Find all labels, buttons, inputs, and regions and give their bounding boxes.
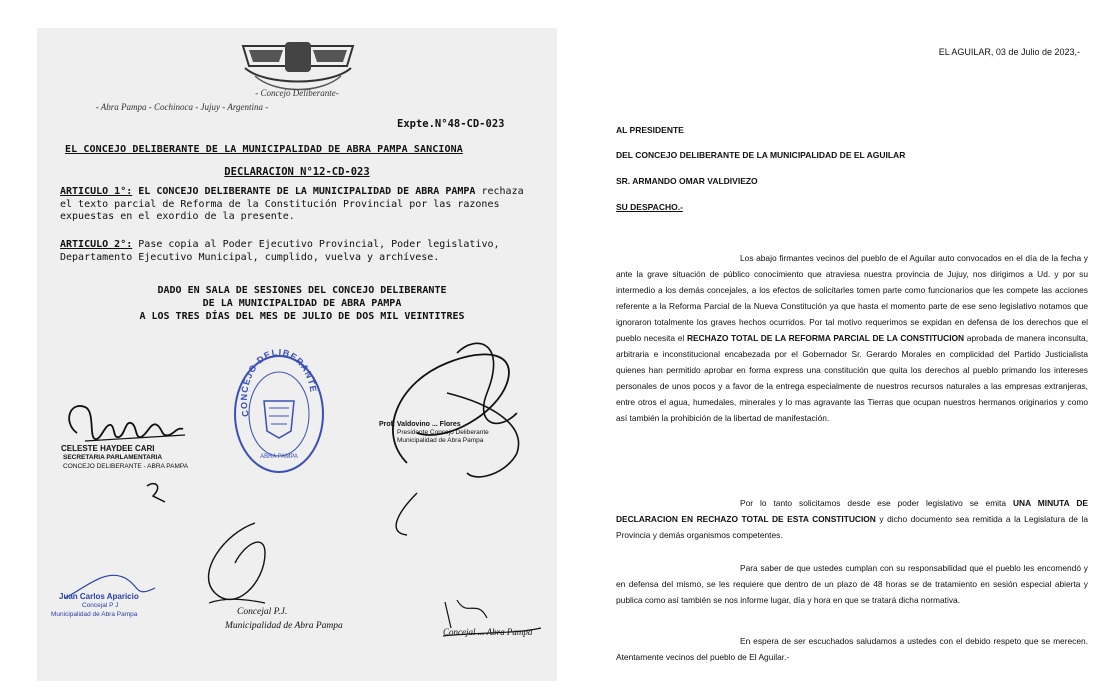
signature-4-scribble [185, 513, 355, 638]
signature-1-institution: CONCEJO DELIBERANTE - ABRA PAMPA [63, 463, 189, 470]
article-1-heading: ARTICULO 1°: [60, 186, 133, 197]
signature-3-role: Concejal P J [82, 602, 119, 609]
signature-3-institution: Municipalidad de Abra Pampa [51, 611, 138, 618]
letter-document [560, 0, 1100, 699]
article-1-bold-text: EL CONCEJO DELIBERANTE DE LA MUNICIPALIDAD DE ABRA PAMPA [138, 186, 476, 197]
initial-mark [141, 478, 171, 508]
svg-text:CONCEJO DELIBERANTE [239, 347, 319, 418]
given-line-2: DE LA MUNICIPALIDAD DE ABRA PAMPA [202, 298, 402, 309]
signature-4-handwritten-2: Municipalidad de Abra Pampa [225, 621, 343, 631]
paragraph-3-text: Para saber de que ustedes cumplan con su responsabilidad que el pueblo les encomendó y en defensa del mismo, se les requiere que dentro de un plazo de 48 horas se de tratamiento en sesión especial abierta y publica como así también se nos informe lugar, día y hora en que se tratará dicha normativa. [616, 563, 1088, 605]
signature-2-role: Presidente Concejo Deliberante [397, 429, 489, 436]
signature-1-name: CELESTE HAYDEE CARI [61, 444, 155, 453]
given-in-session [77, 284, 527, 323]
paragraph-1-text-a: Los abajo firmantes vecinos del pueblo de el Aguilar auto convocados en el día de la fecha y ante la grave situación de público conocimiento que atraviesa nuestra provincia de Jujuy, nos dirigimos a Ud. y por su intermedio a los demás concejales, a los efectos de solicitarles tomen parte como funcionarios que les compete las acciones referente a la Reforma Parcial de la Nueva Constitución ya que hasta el momento parte de ese seno legislativo notamos que ignoraron totalmente los graves hechos ocurridos. Por tal motivo requerimos se expidan en defensa de los derechos que el pueblo necesita el [616, 253, 1088, 343]
signature-5-scribble [437, 588, 547, 648]
letter-date: EL AGUILAR, 03 de Julio de 2023,- [938, 47, 1080, 57]
paragraph-2-text-b: y dicho documento sea remitida a la Legislatura de la Provincia y demás organismos competentes. [616, 514, 1089, 540]
official-stamp [229, 346, 329, 476]
signature-3-name: Juan Carlos Aparicio [59, 592, 139, 601]
paragraph-1-text-b: aprobada de manera inconsulta, arbitraria e inconstitucional encabezada por el Gobernador Sr. Gerardo Morales en complicidad del Partido Justicialista quienes han permitido aprobar en forma express una constitución que quita los derechos al pueblo primando los intereses personales de unos pocos y a favor de la entrega especialmente de nuestros recursos naturales a las empresas extranjeras, entre otros el agua, humedales, minerales y lo mas agravante las Tierras que ocupan nuestros hermanos originarios y como así también la prohibición de la libertad de manifestación. [616, 333, 1089, 423]
paragraph-2-text-a: Por lo tanto solicitamos desde ese poder legislativo se emita [740, 498, 1007, 508]
declaration-document [37, 28, 557, 681]
letter-paragraph-3 [616, 560, 1088, 608]
stamp-text: CONCEJO DELIBERANTE [238, 347, 319, 418]
article-1-text: rechaza el texto parcial de Reforma de la Constitución Provincial por las razones expuestas en el exordio de la presente. [60, 186, 524, 222]
signature-4-handwritten-1: Concejal P.J. [237, 607, 288, 617]
article-2-text: Pase copia al Poder Ejecutivo Provincial, Poder legislativo, Departamento Ejecutivo Municipal, cumplido, vuelva y archívese. [60, 239, 500, 263]
stamp-subtext: ABRA PAMPA [260, 454, 298, 460]
signature-2-institution: Municipalidad de Abra Pampa [397, 437, 484, 444]
signature-1-role: SECRETARIA PARLAMENTARIA [63, 454, 163, 461]
article-2 [60, 239, 530, 264]
declaration-title: DECLARACION N°12-CD-023 [224, 166, 370, 178]
paragraph-1-bold: RECHAZO TOTAL DE LA REFORMA PARCIAL DE LA CONSTITUCION [686, 333, 965, 343]
document-heading: EL CONCEJO DELIBERANTE DE LA MUNICIPALIDAD DE ABRA PAMPA SANCIONA [65, 144, 463, 155]
addressee-line-4: SU DESPACHO.- [616, 202, 683, 212]
letter-paragraph-1 [616, 250, 1088, 426]
addressee-line-3: SR. ARMANDO OMAR VALDIVIEZO [616, 176, 758, 186]
council-location: - Abra Pampa - Cochinoca - Jujuy - Argentina - [95, 102, 269, 112]
paragraph-2-bold: UNA MINUTA DE DECLARACION EN RECHAZO TOTAL DE ESTA CONSTITUCION [616, 498, 1089, 524]
paragraph-4-text: En espera de ser escuchados saludamos a ustedes con el debido respeto que se merecen. Atentamente vecinos del pueblo de El Aguilar.- [616, 636, 1088, 662]
signature-2-name: Prof. Valdovino ... Flores [379, 421, 461, 428]
addressee-line-2: DEL CONCEJO DELIBERANTE DE LA MUNICIPALIDAD DE EL AGUILAR [616, 150, 906, 160]
council-name: - Concejo Deliberante- [255, 88, 339, 98]
file-number: Expte.N°48-CD-023 [397, 118, 505, 130]
letter-paragraph-4 [616, 633, 1088, 665]
article-1 [60, 186, 530, 224]
given-line-1: DADO EN SALA DE SESIONES DEL CONCEJO DELIBERANTE [157, 285, 447, 296]
letter-paragraph-2 [616, 495, 1088, 543]
addressee-line-1: AL PRESIDENTE [616, 125, 684, 135]
signature-5-handwritten: Concejal ... Abra Pampa [443, 627, 533, 637]
given-line-3: A LOS TRES DÍAS DEL MES DE JULIO DE DOS MIL VEINTITRES [139, 311, 465, 322]
article-2-heading: ARTICULO 2°: [60, 239, 133, 250]
